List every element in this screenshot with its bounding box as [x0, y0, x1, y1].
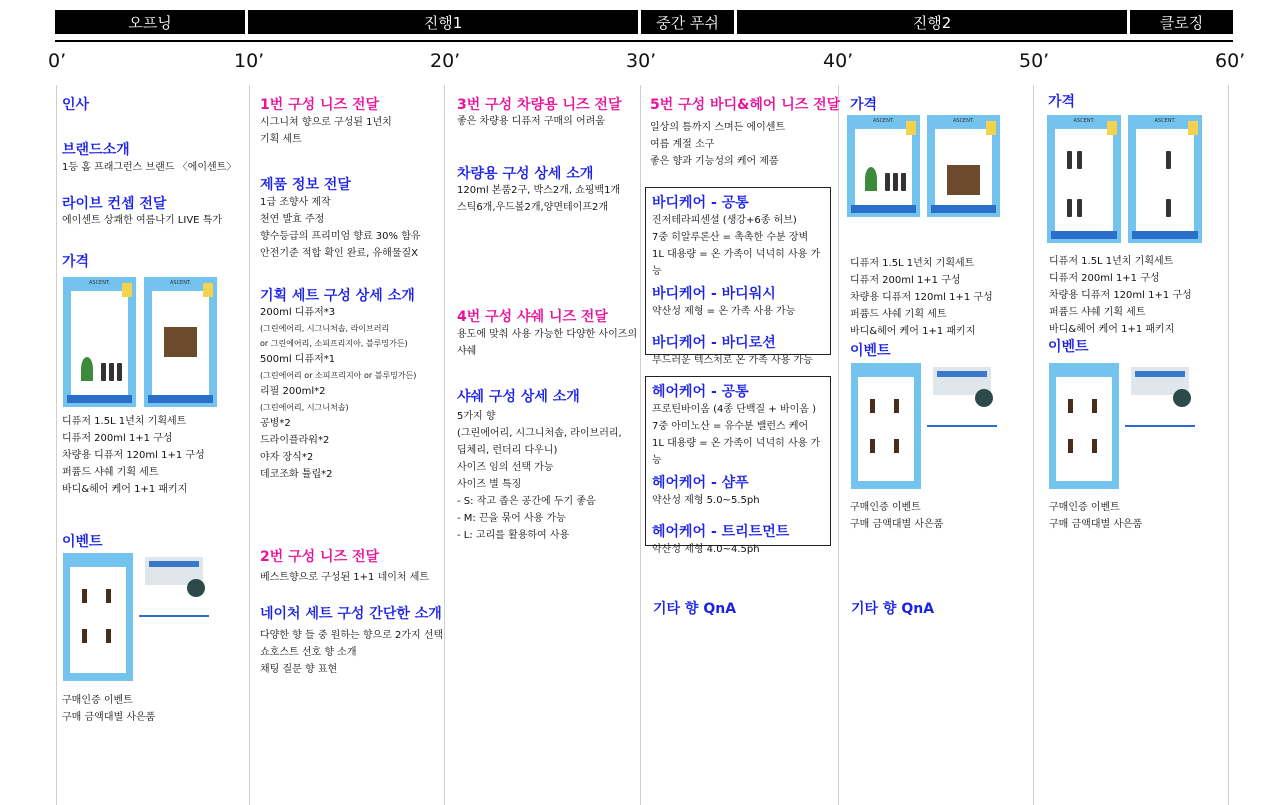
section-1-needs-text — [260, 114, 392, 148]
text-line: 일상의 틈까지 스며든 에이센트 — [650, 122, 786, 133]
text-line: 약산성 제형 = 온 가족 사용 가능 — [652, 306, 796, 317]
event-list — [850, 499, 943, 533]
section-4-needs-heading: 4번 구성 샤쉐 니즈 전달 — [457, 309, 608, 325]
product-card-image: ASCENT. — [63, 277, 136, 407]
text-line: 200ml 디퓨저*3 — [260, 307, 336, 318]
event-card-image — [851, 363, 921, 489]
event-card-image — [1049, 363, 1119, 489]
phase-mid-push: 중간 푸쉬 — [641, 10, 734, 34]
phase-opening: 오프닝 — [55, 10, 245, 34]
text-line: 향수등급의 프리미엄 향료 30% 함유 — [260, 231, 421, 242]
phase-progress-1: 진행1 — [248, 10, 638, 34]
brand-heading: 브랜드소개 — [62, 142, 130, 158]
text-line: 야자 장식*2 — [260, 452, 314, 463]
text-line: - L: 고리를 활용하여 사용 — [457, 530, 570, 541]
text-line: 프로틴바이옴 (4종 단백질 + 바이옴 ) — [652, 404, 817, 415]
qna-heading: 기타 향 QnA — [851, 601, 935, 617]
text-line: 여름 계절 소구 — [650, 139, 715, 150]
phase-closing: 클로징 — [1130, 10, 1233, 34]
text-line: (그린에어리, 시그니처솝, 라이브러리 — [260, 324, 390, 333]
text-line: 샤쉐 — [457, 346, 477, 357]
event-list — [62, 692, 155, 726]
price-item: 퍼퓸드 샤쉐 기획 세트 — [62, 467, 159, 478]
text-line: 딥체리, 런더리 다우니) — [457, 445, 558, 456]
column-divider — [838, 85, 839, 805]
text-line: 좋은 향과 기능성의 케어 제품 — [650, 156, 779, 167]
price-item: 차량용 디퓨저 120ml 1+1 구성 — [1049, 290, 1192, 301]
gift-card-image — [1125, 363, 1195, 427]
sachet-detail-heading: 샤쉐 구성 상세 소개 — [457, 389, 580, 405]
bodycare-common-heading: 바디케어 - 공통 — [652, 195, 749, 211]
nature-set-text — [260, 627, 443, 678]
nature-set-heading: 네이처 세트 구성 간단한 소개 — [260, 606, 442, 622]
event-item: 구매인증 이벤트 — [1049, 502, 1120, 513]
event-item: 구매 금액대별 사은품 — [850, 519, 944, 530]
price-item: 디퓨저 1.5L 1년치 기획세트 — [62, 416, 187, 427]
column-divider — [640, 85, 641, 805]
text-line: 500ml 디퓨저*1 — [260, 354, 336, 365]
gift-card-image — [927, 363, 997, 427]
text-line: 안전기준 적합 확인 완료, 유해물질X — [260, 248, 418, 259]
text-line: 다양한 향 들 중 원하는 향으로 2가지 선택 — [260, 630, 444, 641]
car-set-text — [457, 182, 620, 216]
event-item: 구매 금액대별 사은품 — [1049, 519, 1143, 530]
text-line: (그린에어리, 시그니처솝, 라이브러리, — [457, 428, 622, 439]
tick-50: 50’ — [1019, 50, 1050, 72]
column-divider — [444, 85, 445, 805]
haircare-common-heading: 헤어케어 - 공통 — [652, 384, 749, 400]
tick-20: 20’ — [430, 50, 461, 72]
product-card-image: ASCENT. — [1128, 115, 1202, 243]
bodycare-box — [645, 187, 831, 366]
column-divider — [249, 85, 250, 805]
text-line: 리필 200ml*2 — [260, 386, 326, 397]
tick-30: 30’ — [626, 50, 657, 72]
column-divider — [56, 85, 57, 805]
greeting-heading: 인사 — [62, 97, 90, 113]
tick-10: 10’ — [234, 50, 265, 72]
sachet-detail-text — [457, 408, 622, 544]
text-line: 시그니쳐 향으로 구성된 1년치 — [260, 117, 392, 128]
price-heading: 가격 — [1048, 94, 1076, 110]
price-item: 퍼퓸드 샤쉐 기획 세트 — [850, 309, 947, 320]
text-line: - M: 끈을 묶어 사용 가능 — [457, 513, 566, 524]
text-line: or 그린에어리, 소피프리지아, 블루밍가든) — [260, 339, 408, 348]
text-line: 사이즈 임의 선택 가능 — [457, 462, 554, 473]
set-detail-heading: 기획 세트 구성 상세 소개 — [260, 288, 415, 304]
shampoo-heading: 헤어케어 - 샴푸 — [652, 475, 749, 491]
text-line: 채팅 질문 향 표현 — [260, 664, 338, 675]
treatment-heading: 헤어케어 - 트리트먼트 — [652, 524, 790, 540]
product-card-image: ASCENT. — [847, 115, 920, 217]
event-heading: 이벤트 — [1048, 339, 1089, 355]
live-concept-text: 에이센트 상쾌한 여름나기 LIVE 특가 — [62, 215, 222, 226]
price-item: 디퓨저 200ml 1+1 구성 — [850, 275, 961, 286]
text-line: 기획 세트 — [260, 134, 302, 145]
tick-60: 60’ — [1215, 50, 1246, 72]
haircare-box — [645, 376, 831, 555]
section-2-needs-heading: 2번 구성 니즈 전달 — [260, 549, 380, 565]
price-heading: 가격 — [62, 254, 90, 270]
price-item: 차량용 디퓨저 120ml 1+1 구성 — [62, 450, 205, 461]
section-5-needs-heading: 5번 구성 바디&헤어 니즈 전달 — [650, 97, 841, 113]
timeline-axis — [55, 40, 1233, 42]
event-item: 구매 금액대별 사은품 — [62, 712, 156, 723]
text-line: 드라이플라워*2 — [260, 435, 330, 446]
price-item: 디퓨저 1.5L 1년치 기획세트 — [1049, 256, 1174, 267]
live-concept-heading: 라이브 컨셉 전달 — [62, 196, 167, 212]
text-line: 부드러운 텍스처로 온 가족 사용 가능 — [652, 355, 813, 366]
event-card-image — [63, 553, 133, 681]
text-line: 5가지 향 — [457, 411, 496, 422]
text-line: 데코조화 튤립*2 — [260, 469, 333, 480]
section-3-needs-text — [457, 113, 605, 130]
brand-text: 1등 홈 프래그런스 브랜드 〈에이센트〉 — [62, 162, 237, 173]
price-list — [1049, 253, 1192, 338]
price-item: 바디&헤어 케어 1+1 패키지 — [62, 484, 188, 495]
price-item: 바디&헤어 케어 1+1 패키지 — [850, 326, 976, 337]
text-line: 공병*2 — [260, 418, 291, 429]
car-set-heading: 차량용 구성 상세 소개 — [457, 166, 594, 182]
qna-heading: 기타 향 QnA — [653, 601, 737, 617]
text-line: 1L 대용량 = 온 가족이 넉넉히 사용 가능 — [652, 249, 821, 277]
text-line: 천연 발효 주정 — [260, 214, 325, 225]
price-list — [850, 255, 993, 340]
set-detail-text — [260, 304, 416, 483]
bodywash-heading: 바디케어 - 바디워시 — [652, 286, 776, 302]
product-info-text — [260, 194, 421, 262]
event-item: 구매인증 이벤트 — [62, 695, 133, 706]
event-heading: 이벤트 — [62, 534, 103, 550]
text-line: 약산성 제형 4.0~4.5ph — [652, 544, 760, 555]
phase-progress-2: 진행2 — [737, 10, 1127, 34]
section-1-needs-heading: 1번 구성 니즈 전달 — [260, 97, 380, 113]
text-line: 1급 조향사 제작 — [260, 197, 331, 208]
product-info-heading: 제품 정보 전달 — [260, 177, 351, 193]
product-card-image: ASCENT. — [1047, 115, 1121, 243]
text-line: 용도에 맞춰 사용 가능한 다양한 사이즈의 — [457, 329, 638, 340]
text-line: 7중 히알루론산 = 촉촉한 수분 장벽 — [652, 232, 809, 243]
text-line: 사이즈 별 특징 — [457, 479, 522, 490]
product-card-image: ASCENT. — [144, 277, 217, 407]
section-3-needs-heading: 3번 구성 차량용 니즈 전달 — [457, 97, 622, 113]
price-list — [62, 413, 205, 498]
price-item: 퍼퓸드 샤쉐 기획 세트 — [1049, 307, 1146, 318]
price-item: 바디&헤어 케어 1+1 패키지 — [1049, 324, 1175, 335]
text-line: (그린에어리, 시그니처솝) — [260, 403, 349, 412]
column-divider — [1228, 85, 1229, 805]
text-line: 약산성 제형 5.0~5.5ph — [652, 495, 760, 506]
text-line: 스틱6개,우드볼2개,양면테이프2개 — [457, 202, 609, 213]
text-line: (그린에어리 or 소피프리지아 or 블루밍가든) — [260, 371, 417, 380]
column-divider — [1033, 85, 1034, 805]
event-heading: 이벤트 — [850, 343, 891, 359]
price-item: 차량용 디퓨저 120ml 1+1 구성 — [850, 292, 993, 303]
section-2-needs-text — [260, 569, 429, 586]
tick-0: 0’ — [48, 50, 67, 72]
section-5-needs-text — [650, 119, 785, 170]
event-item: 구매인증 이벤트 — [850, 502, 921, 513]
price-item: 디퓨저 1.5L 1년치 기획세트 — [850, 258, 975, 269]
tick-40: 40’ — [823, 50, 854, 72]
event-list — [1049, 499, 1142, 533]
product-card-image: ASCENT. — [927, 115, 1000, 217]
text-line: 진저테라피센셜 (생강+6종 허브) — [652, 215, 797, 226]
text-line: 쇼호스트 선호 향 소개 — [260, 647, 357, 658]
price-item: 디퓨저 200ml 1+1 구성 — [62, 433, 173, 444]
section-4-needs-text — [457, 326, 637, 360]
text-line: - S: 작고 좁은 공간에 두기 좋음 — [457, 496, 596, 507]
bodylotion-heading: 바디케어 - 바디로션 — [652, 335, 776, 351]
text-line: 베스트향으로 구성된 1+1 네이처 세트 — [260, 572, 430, 583]
text-line: 1L 대용량 = 온 가족이 넉넉히 사용 가능 — [652, 438, 821, 466]
text-line: 120ml 본품2구, 박스2개, 쇼핑백1개 — [457, 185, 621, 196]
text-line: 좋은 차량용 디퓨저 구매의 어려움 — [457, 116, 605, 127]
price-item: 디퓨저 200ml 1+1 구성 — [1049, 273, 1160, 284]
text-line: 7중 아미노산 = 유수분 밸런스 케어 — [652, 421, 809, 432]
price-heading: 가격 — [850, 97, 878, 113]
gift-card-image — [139, 553, 209, 617]
